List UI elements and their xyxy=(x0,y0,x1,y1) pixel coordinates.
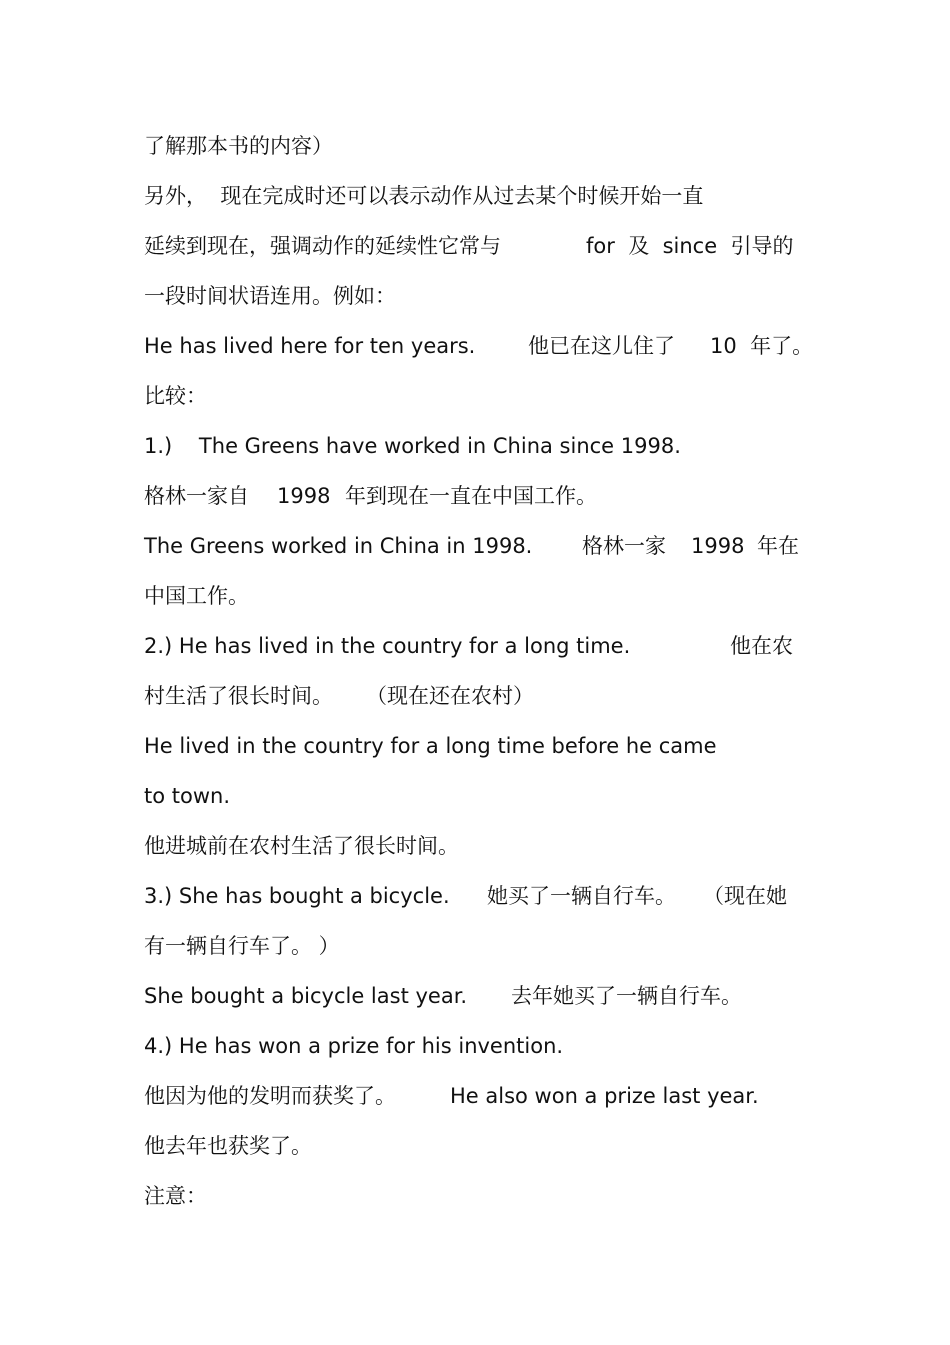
text-segment: 4.) He has won a prize for his invention. xyxy=(144,1034,564,1058)
text-segment: 延续到现在，强调动作的延续性它常与 xyxy=(144,234,501,258)
text-segment: 他去年也获奖了。 xyxy=(144,1134,312,1158)
text-segment: 去年她买了一辆自行车。 xyxy=(511,984,742,1008)
text-segment: 年在 xyxy=(757,534,799,558)
text-line xyxy=(144,431,681,461)
text-line xyxy=(144,381,207,411)
text-line xyxy=(144,131,333,161)
text-segment: 3.) She has bought a bicycle. xyxy=(144,884,450,908)
text-segment: 一段时间状语连用。例如： xyxy=(144,284,396,308)
text-line xyxy=(144,231,794,261)
text-segment: 1998 xyxy=(277,484,331,508)
text-line xyxy=(144,531,799,561)
text-segment: She bought a bicycle last year. xyxy=(144,984,468,1008)
text-segment: （现在还在农村） xyxy=(366,684,534,708)
text-line xyxy=(144,1131,312,1161)
text-segment: 格林一家自 xyxy=(144,484,249,508)
text-line xyxy=(144,1181,207,1211)
text-segment: The Greens worked in China in 1998. xyxy=(144,534,533,558)
text-line xyxy=(144,631,793,661)
text-segment: 他进城前在农村生活了很长时间。 xyxy=(144,834,459,858)
text-segment: 了解那本书的内容） xyxy=(144,134,333,158)
text-segment: for 及 since 引导的 xyxy=(586,234,794,258)
text-line xyxy=(144,331,814,361)
text-line xyxy=(144,981,742,1011)
text-segment: 1998 xyxy=(691,534,745,558)
text-segment: 1.) The Greens have worked in China since 1998. xyxy=(144,434,681,458)
text-segment: 中国工作。 xyxy=(144,584,249,608)
text-segment: 她买了一辆自行车。 xyxy=(487,884,676,908)
text-line xyxy=(144,481,597,511)
text-line xyxy=(144,781,230,811)
text-segment: 格林一家 xyxy=(582,534,666,558)
text-segment: 他已在这儿住了 xyxy=(528,334,675,358)
text-segment: He has lived here for ten years. xyxy=(144,334,476,358)
text-segment: 另外， 现在完成时还可以表示动作从过去某个时候开始一直 xyxy=(144,184,704,208)
text-segment: 有一辆自行车了。 ） xyxy=(144,934,340,958)
text-line xyxy=(144,931,340,961)
text-line xyxy=(144,281,396,311)
text-segment: He also won a prize last year. xyxy=(450,1084,759,1108)
text-segment: 村生活了很长时间。 xyxy=(144,684,333,708)
text-line xyxy=(144,1031,564,1061)
text-line xyxy=(144,181,704,211)
text-segment: 他在农 xyxy=(730,634,793,658)
text-segment: 2.) He has lived in the country for a long time. xyxy=(144,634,631,658)
text-segment: He lived in the country for a long time before he came xyxy=(144,734,717,758)
text-segment: 比较： xyxy=(144,384,207,408)
text-segment: 年到现在一直在中国工作。 xyxy=(345,484,597,508)
text-segment: 他因为他的发明而获奖了。 xyxy=(144,1084,396,1108)
text-segment: to town. xyxy=(144,784,230,808)
text-line xyxy=(144,831,459,861)
text-line xyxy=(144,581,249,611)
text-line xyxy=(144,681,534,711)
text-segment: 注意： xyxy=(144,1184,207,1208)
text-line xyxy=(144,731,717,761)
text-line xyxy=(144,1081,759,1111)
text-segment: 10 年了。 xyxy=(710,334,814,358)
text-segment: （现在她 xyxy=(703,884,787,908)
text-line xyxy=(144,881,787,911)
